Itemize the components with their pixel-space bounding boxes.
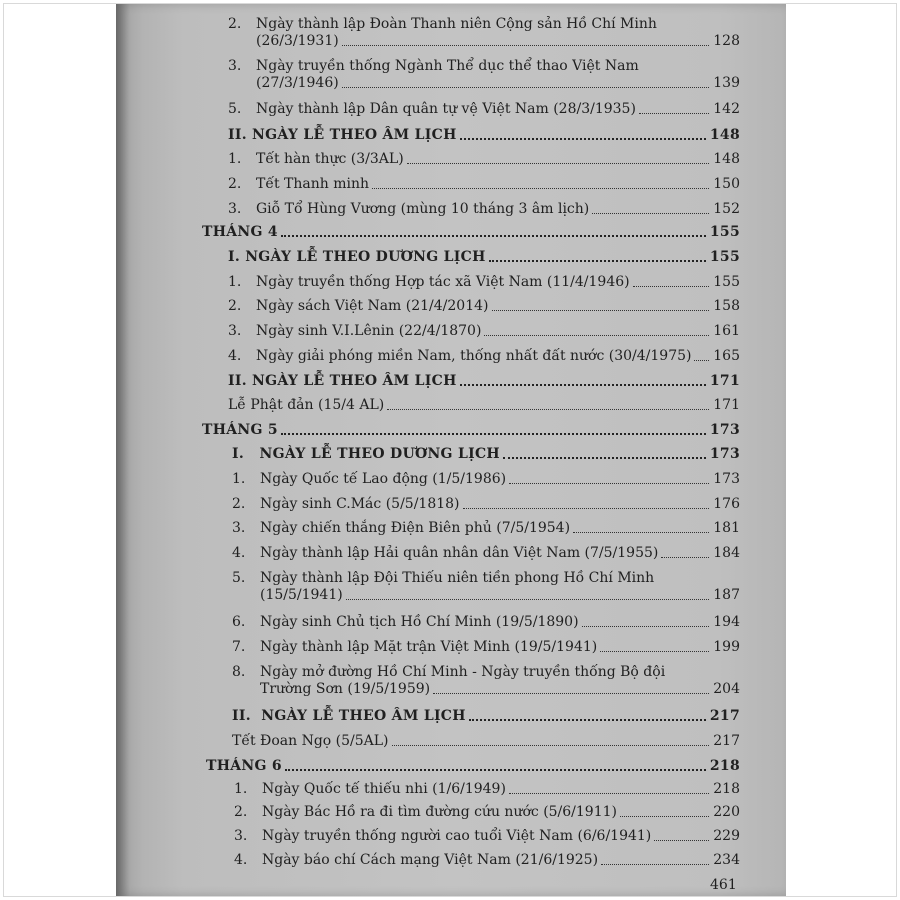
dot-leader	[387, 409, 709, 410]
heading-title: I. NGÀY LỄ THEO DƯƠNG LỊCH	[232, 446, 500, 462]
section-heading	[232, 446, 740, 463]
heading-title: THÁNG 6	[206, 758, 282, 774]
toc-entry	[228, 101, 740, 118]
entry-page-number: 176	[713, 496, 740, 512]
entry-page-number: 142	[713, 101, 740, 117]
toc-entry	[228, 16, 740, 50]
entry-title: Ngày truyền thống Ngành Thể dục thể thao Việt Nam	[256, 58, 639, 74]
entry-number: 2.	[228, 298, 242, 314]
section-heading	[228, 127, 740, 144]
dot-leader	[489, 260, 706, 262]
dot-leader	[592, 213, 709, 214]
toc-entry	[232, 664, 740, 698]
dot-leader	[342, 45, 710, 46]
month-heading	[206, 758, 740, 775]
entry-number: 1.	[228, 151, 242, 167]
section-heading	[232, 708, 740, 725]
dot-leader	[460, 138, 706, 140]
entry-page-number: 139	[713, 75, 740, 91]
dot-leader	[492, 310, 710, 311]
toc-entry	[234, 804, 740, 821]
entry-title: Tết Đoan Ngọ (5/5AL)	[232, 733, 389, 749]
dot-leader	[285, 769, 706, 771]
dot-leader	[469, 719, 706, 721]
entry-title-continued: (26/3/1931)	[256, 33, 339, 49]
entry-number: 4.	[232, 545, 246, 561]
heading-page-number: 155	[709, 249, 740, 265]
entry-page-number: 155	[713, 274, 740, 290]
entry-title: Ngày truyền thống Hợp tác xã Việt Nam (11/4/1946)	[256, 274, 630, 290]
dot-leader	[484, 335, 709, 336]
entry-title: Ngày thành lập Dân quân tự vệ Việt Nam (28/3/1935)	[256, 101, 636, 117]
entry-title-continued: (27/3/1946)	[256, 75, 339, 91]
entry-number: 1.	[228, 274, 242, 290]
entry-title: Ngày Bác Hồ ra đi tìm đường cứu nước (5/6/1911)	[262, 804, 617, 820]
heading-page-number: 148	[709, 127, 740, 143]
entry-number: 5.	[232, 570, 246, 586]
entry-number: 4.	[228, 348, 242, 364]
entry-number: 4.	[234, 852, 248, 868]
entry-page-number: 217	[713, 733, 740, 749]
page-number: 461	[710, 877, 737, 893]
heading-page-number: 173	[709, 446, 740, 462]
dot-leader	[342, 87, 710, 88]
entry-title-continued: Trường Sơn (19/5/1959)	[260, 681, 431, 697]
heading-page-number: 155	[709, 224, 740, 240]
entry-page-number: 161	[713, 323, 740, 339]
heading-title: II. NGÀY LỄ THEO ÂM LỊCH	[232, 708, 466, 724]
heading-title: II. NGÀY LỄ THEO ÂM LỊCH	[228, 373, 457, 389]
dot-leader	[694, 360, 709, 361]
toc-entry	[228, 323, 740, 340]
entry-number: 2.	[232, 496, 246, 512]
dot-leader	[346, 599, 710, 600]
heading-page-number: 171	[709, 373, 740, 389]
heading-title: II. NGÀY LỄ THEO ÂM LỊCH	[228, 127, 457, 143]
dot-leader	[582, 626, 710, 627]
entry-page-number: 148	[713, 151, 740, 167]
dot-leader	[392, 745, 710, 746]
toc-entry	[228, 58, 740, 92]
entry-number: 3.	[232, 520, 246, 536]
entry-page-number: 204	[713, 681, 740, 697]
toc-entry	[228, 201, 740, 218]
entry-page-number: 171	[713, 397, 740, 413]
dot-leader	[281, 433, 706, 435]
page-gutter-shadow	[116, 4, 130, 896]
toc-entry	[232, 614, 740, 631]
entry-number: 8.	[232, 664, 246, 680]
entry-title: Ngày Quốc tế Lao động (1/5/1986)	[260, 471, 507, 487]
entry-number: 1.	[232, 471, 246, 487]
toc-entry	[228, 298, 740, 315]
entry-number: 3.	[228, 323, 242, 339]
dot-leader	[509, 793, 709, 794]
heading-page-number: 173	[709, 422, 740, 438]
toc-entry	[228, 348, 740, 365]
entry-number: 3.	[234, 828, 248, 844]
entry-title: Ngày Quốc tế thiếu nhi (1/6/1949)	[262, 781, 506, 797]
heading-title: THÁNG 4	[202, 224, 278, 240]
entry-page-number: 158	[713, 298, 740, 314]
dot-leader	[661, 557, 709, 558]
entry-title: Ngày chiến thắng Điện Biên phủ (7/5/1954)	[260, 520, 571, 536]
entry-page-number: 181	[713, 520, 740, 536]
entry-page-number: 152	[713, 201, 740, 217]
entry-title: Ngày thành lập Mặt trận Việt Minh (19/5/1941)	[260, 639, 598, 655]
entry-page-number: 184	[713, 545, 740, 561]
entry-page-number: 229	[713, 828, 740, 844]
toc-entry	[232, 496, 740, 513]
toc-entry	[234, 852, 740, 869]
entry-title: Ngày thành lập Hải quân nhân dân Việt Nam (7/5/1955)	[260, 545, 659, 561]
toc-entry	[232, 570, 740, 604]
heading-page-number: 217	[709, 708, 740, 724]
toc-entry	[232, 471, 740, 488]
entry-number: 5.	[228, 101, 242, 117]
entry-title-continued: (15/5/1941)	[260, 587, 343, 603]
entry-title: Ngày thành lập Đoàn Thanh niên Cộng sản Hồ Chí Minh	[256, 16, 657, 32]
book-page	[116, 4, 786, 896]
toc-entry	[232, 520, 740, 537]
entry-number: 1.	[234, 781, 248, 797]
entry-page-number: 220	[713, 804, 740, 820]
dot-leader	[503, 457, 706, 459]
dot-leader	[281, 235, 706, 237]
dot-leader	[460, 384, 706, 386]
entry-title: Ngày mở đường Hồ Chí Minh - Ngày truyền thống Bộ đội	[260, 664, 666, 680]
entry-page-number: 218	[713, 781, 740, 797]
toc-entry	[232, 639, 740, 656]
entry-number: 2.	[228, 16, 242, 32]
dot-leader	[433, 693, 709, 694]
toc-entry	[228, 151, 740, 168]
toc-entry	[228, 397, 740, 414]
entry-number: 6.	[232, 614, 246, 630]
entry-title: Ngày giải phóng miền Nam, thống nhất đất nước (30/4/1975)	[256, 348, 692, 364]
entry-number: 7.	[232, 639, 246, 655]
toc-entry	[232, 545, 740, 562]
entry-page-number: 194	[713, 614, 740, 630]
entry-number: 3.	[228, 58, 242, 74]
entry-number: 2.	[228, 176, 242, 192]
month-heading	[202, 422, 740, 439]
entry-title: Ngày sinh Chủ tịch Hồ Chí Minh (19/5/1890)	[260, 614, 579, 630]
entry-number: 3.	[228, 201, 242, 217]
dot-leader	[573, 532, 709, 533]
dot-leader	[407, 163, 710, 164]
entry-title: Ngày thành lập Đội Thiếu niên tiền phong Hồ Chí Minh	[260, 570, 655, 586]
entry-title: Ngày báo chí Cách mạng Việt Nam (21/6/1925)	[262, 852, 599, 868]
dot-leader	[463, 508, 710, 509]
entry-title: Tết hàn thực (3/3AL)	[256, 151, 404, 167]
dot-leader	[600, 651, 709, 652]
entry-page-number: 128	[713, 33, 740, 49]
month-heading	[202, 224, 740, 241]
section-heading	[228, 373, 740, 390]
section-heading	[228, 249, 740, 266]
dot-leader	[639, 113, 709, 114]
entry-title: Ngày sinh V.I.Lênin (22/4/1870)	[256, 323, 482, 339]
dot-leader	[633, 286, 710, 287]
dot-leader	[654, 840, 709, 841]
heading-title: THÁNG 5	[202, 422, 278, 438]
entry-page-number: 150	[713, 176, 740, 192]
entry-title: Lễ Phật đản (15/4 AL)	[228, 397, 385, 413]
entry-title: Ngày sách Việt Nam (21/4/2014)	[256, 298, 489, 314]
entry-number: 2.	[234, 804, 248, 820]
entry-page-number: 234	[713, 852, 740, 868]
dot-leader	[601, 864, 709, 865]
entry-page-number: 173	[713, 471, 740, 487]
entry-title: Ngày sinh C.Mác (5/5/1818)	[260, 496, 460, 512]
entry-page-number: 187	[713, 587, 740, 603]
entry-title: Ngày truyền thống người cao tuổi Việt Nam (6/6/1941)	[262, 828, 652, 844]
dot-leader	[509, 483, 709, 484]
toc-entry	[234, 781, 740, 798]
dot-leader	[372, 188, 709, 189]
toc-entry	[234, 828, 740, 845]
toc-entry	[228, 176, 740, 193]
heading-page-number: 218	[709, 758, 740, 774]
entry-page-number: 165	[713, 348, 740, 364]
entry-title: Giỗ Tổ Hùng Vương (mùng 10 tháng 3 âm lịch)	[256, 201, 590, 217]
entry-title: Tết Thanh minh	[256, 176, 369, 192]
dot-leader	[620, 816, 709, 817]
entry-page-number: 199	[713, 639, 740, 655]
toc-entry	[232, 733, 740, 750]
heading-title: I. NGÀY LỄ THEO DƯƠNG LỊCH	[228, 249, 486, 265]
toc-entry	[228, 274, 740, 291]
